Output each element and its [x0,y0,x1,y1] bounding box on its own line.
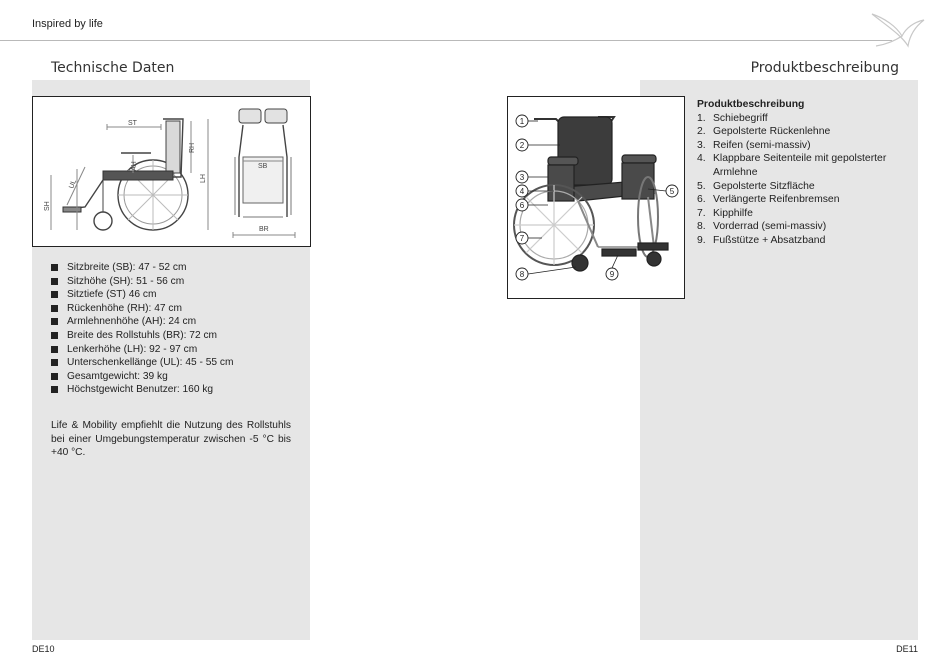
callout-2: 2 [519,141,525,150]
brand-tagline: Inspired by life [32,18,103,30]
spec-item-handle-height: Lenkerhöhe (LH): 92 - 97 cm [51,343,233,357]
part-item [697,112,908,126]
part-label: Klappbare Seitenteile mit gepolsterter Armlehne [713,153,887,178]
part-item [697,220,908,234]
spec-item-seat-height: Sitzhöhe (SH): 51 - 56 cm [51,275,233,289]
part-number: 9. [697,234,706,246]
part-label: Schiebegriff [713,112,768,124]
part-item [697,234,908,248]
spec-item-back-height: Rückenhöhe (RH): 47 cm [51,302,233,316]
part-label: Vorderrad (semi-massiv) [713,221,827,233]
spec-list [51,261,233,397]
callout-5: 5 [669,187,675,196]
spec-item-total-weight: Gesamtgewicht: 39 kg [51,370,233,384]
part-number: 3. [697,139,706,151]
part-item [697,125,908,139]
part-label: Reifen (semi-massiv) [713,139,811,151]
dimension-diagram [32,96,311,247]
spec-item-lower-leg-length: Unterschenkellänge (UL): 45 - 55 cm [51,356,233,370]
label-sh: SH [44,201,51,211]
part-item [697,180,908,194]
part-item [697,207,908,221]
part-number: 7. [697,207,706,219]
part-item [697,152,908,179]
callout-4: 4 [519,187,525,196]
part-label: Kipphilfe [713,207,753,219]
spec-item-max-user-weight: Höchstgewicht Benutzer: 160 kg [51,383,233,397]
callout-6: 6 [519,201,525,210]
label-sb: SB [258,163,268,170]
spec-item-seat-depth: Sitztiefe (ST) 46 cm [51,288,233,302]
spec-item-armrest-height: Armlehnenhöhe (AH): 24 cm [51,315,233,329]
dimension-drawing [33,97,310,246]
spec-item-chair-width: Breite des Rollstuhls (BR): 72 cm [51,329,233,343]
part-number: 5. [697,180,706,192]
label-lh: LH [200,174,207,183]
parts-list [697,112,908,248]
page-title-technical-data: Technische Daten [51,60,175,76]
part-number: 8. [697,221,706,233]
callout-7: 7 [519,234,525,243]
page-title-product-description: Produktbeschreibung [750,60,899,76]
wheelchair-photo [507,96,685,299]
part-number: 6. [697,194,706,206]
page-number-right: DE11 [896,644,918,654]
callout-1: 1 [519,117,525,126]
label-ul: UL [68,178,78,190]
label-ah: AH [131,161,138,171]
product-parts-description [697,98,908,248]
part-label: Gepolsterte Sitzfläche [713,180,815,192]
label-br: BR [259,226,269,233]
spec-item-seat-width: Sitzbreite (SB): 47 - 52 cm [51,261,233,275]
part-number: 2. [697,126,706,138]
description-title: Produktbeschreibung [697,99,805,110]
part-label: Gepolsterte Rückenlehne [713,126,831,138]
callout-9: 9 [609,270,615,279]
bird-logo-icon [866,6,926,52]
callout-3: 3 [519,173,525,182]
part-item [697,139,908,153]
wheelchair-illustration [508,97,684,298]
part-item [697,193,908,207]
label-st: ST [128,120,137,127]
callout-8: 8 [519,270,525,279]
part-number: 4. [697,153,706,165]
part-label: Verlängerte Reifenbremsen [713,194,840,206]
page-number-left: DE10 [32,644,55,654]
header-divider [0,40,892,41]
temperature-note: Life & Mobility empfiehlt die Nutzung des Rollstuhls bei einer Umgebungstemperatur zwischen -5 °C bis +40 °C. [51,420,291,459]
label-rh: RH [189,142,196,153]
part-number: 1. [697,112,706,124]
part-label: Fußstütze + Absatzband [713,234,826,246]
